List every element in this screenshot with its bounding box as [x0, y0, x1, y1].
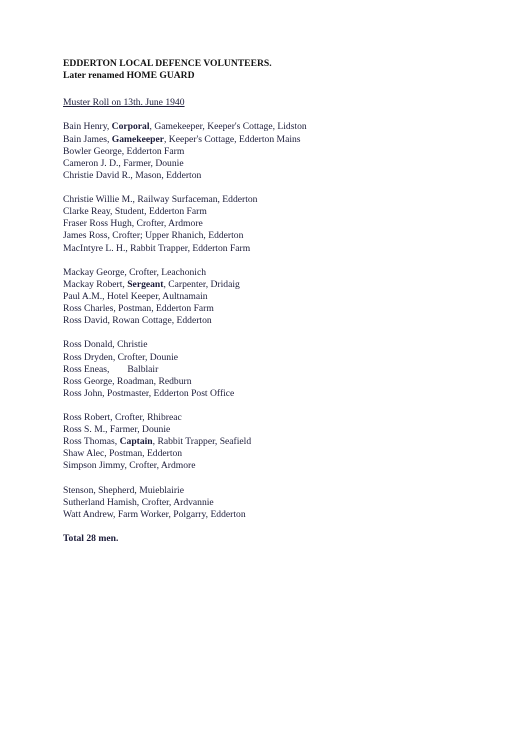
roster-entry — [63, 134, 503, 146]
roster-entry — [63, 218, 503, 230]
roster-entry — [63, 303, 503, 315]
entry-text: Clarke Reay, Student, Edderton Farm — [63, 206, 207, 218]
roster-entry — [63, 206, 503, 218]
roster-entry — [63, 412, 503, 424]
roster-entry — [63, 448, 503, 460]
entry-text: Paul A.M., Hotel Keeper, Aultnamain — [63, 290, 208, 302]
roster-entry — [63, 146, 503, 158]
roster-entry — [63, 243, 503, 255]
roster-entry — [63, 352, 503, 364]
roster-entry — [63, 315, 503, 327]
entry-text: Fraser Ross Hugh, Crofter, Ardmore — [63, 218, 203, 230]
roster-entry — [63, 291, 503, 303]
roster-group — [63, 485, 503, 521]
roster-group — [63, 121, 503, 181]
roster-group — [63, 194, 503, 254]
roster-entry — [63, 376, 503, 388]
entry-text: Ross Thomas, — [63, 436, 120, 448]
entry-text: James Ross, Crofter; Upper Rhanich, Edderton — [63, 230, 244, 242]
entry-text: Christie David R., Mason, Edderton — [63, 169, 202, 181]
roster-group — [63, 412, 503, 472]
entry-text-rest: , Carpenter, Dridaig — [163, 278, 240, 290]
entry-text: MacIntyre L. H., Rabbit Trapper, Edderton Farm — [63, 242, 251, 254]
entry-text: Sutherland Hamish, Crofter, Ardvannie — [63, 496, 214, 508]
entry-text-rest: , Keeper's Cottage, Edderton Mains — [163, 133, 301, 145]
roster-entry — [63, 267, 503, 279]
entry-text: Christie Willie M., Railway Surfaceman, Edderton — [63, 194, 258, 206]
entry-rank: Captain — [119, 436, 153, 448]
entry-rank: Corporal — [111, 121, 150, 133]
entry-text: Bain Henry, — [63, 121, 112, 133]
entry-rank: Sergeant — [127, 278, 164, 290]
entry-text: Mackay Robert, — [63, 278, 128, 290]
entry-rank: Gamekeeper — [111, 133, 164, 145]
roster-entry — [63, 436, 503, 448]
roster-group — [63, 267, 503, 327]
entry-text: Ross Eneas, — [63, 363, 110, 375]
roster-entry — [63, 388, 503, 400]
entry-text: Ross David, Rowan Cottage, Edderton — [63, 315, 212, 327]
entry-text: Ross S. M., Farmer, Dounie — [63, 424, 171, 436]
muster-roll-list — [63, 121, 503, 521]
roster-entry — [63, 339, 503, 351]
entry-text: Ross Donald, Christie — [63, 339, 148, 351]
entry-text: Watt Andrew, Farm Worker, Polgarry, Edderton — [63, 508, 246, 520]
roster-entry — [63, 230, 503, 242]
entry-place: Balblair — [127, 363, 159, 375]
entry-text: Mackay George, Crofter, Leachonich — [63, 266, 207, 278]
roster-entry — [63, 509, 503, 521]
muster-roll-heading: Muster Roll on 13th. June 1940 — [63, 97, 185, 109]
entry-text-rest: , Gamekeeper, Keeper's Cottage, Lidston — [149, 121, 307, 133]
entry-text-rest: , Rabbit Trapper, Seafield — [152, 436, 252, 448]
roster-entry — [63, 485, 503, 497]
roster-entry — [63, 121, 503, 133]
roster-entry — [63, 158, 503, 170]
roster-entry — [63, 194, 503, 206]
entry-text: Ross John, Postmaster, Edderton Post Office — [63, 387, 235, 399]
roster-entry — [63, 497, 503, 509]
entry-text: Shaw Alec, Postman, Edderton — [63, 448, 183, 460]
entry-text: Ross Dryden, Crofter, Dounie — [63, 351, 178, 363]
document-title: EDDERTON LOCAL DEFENCE VOLUNTEERS. — [63, 58, 272, 69]
roster-entry — [63, 364, 503, 376]
document-title-subline: Later renamed HOME GUARD — [63, 70, 195, 82]
roster-entry — [63, 170, 503, 182]
entry-text: Ross George, Roadman, Redburn — [63, 375, 192, 387]
roster-entry — [63, 424, 503, 436]
entry-text: Bain James, — [63, 133, 112, 145]
entry-text: Simpson Jimmy, Crofter, Ardmore — [63, 460, 196, 472]
entry-text: Cameron J. D., Farmer, Dounie — [63, 157, 184, 169]
entry-text: Bowler George, Edderton Farm — [63, 145, 185, 157]
total-count: Total 28 men. — [63, 533, 119, 545]
document-content — [63, 58, 503, 545]
roster-group — [63, 339, 503, 399]
entry-text: Ross Charles, Postman, Edderton Farm — [63, 303, 214, 315]
roster-entry — [63, 460, 503, 472]
entry-text: Ross Robert, Crofter, Rhibreac — [63, 412, 182, 424]
entry-text: Stenson, Shepherd, Muieblairie — [63, 484, 184, 496]
roster-entry — [63, 279, 503, 291]
